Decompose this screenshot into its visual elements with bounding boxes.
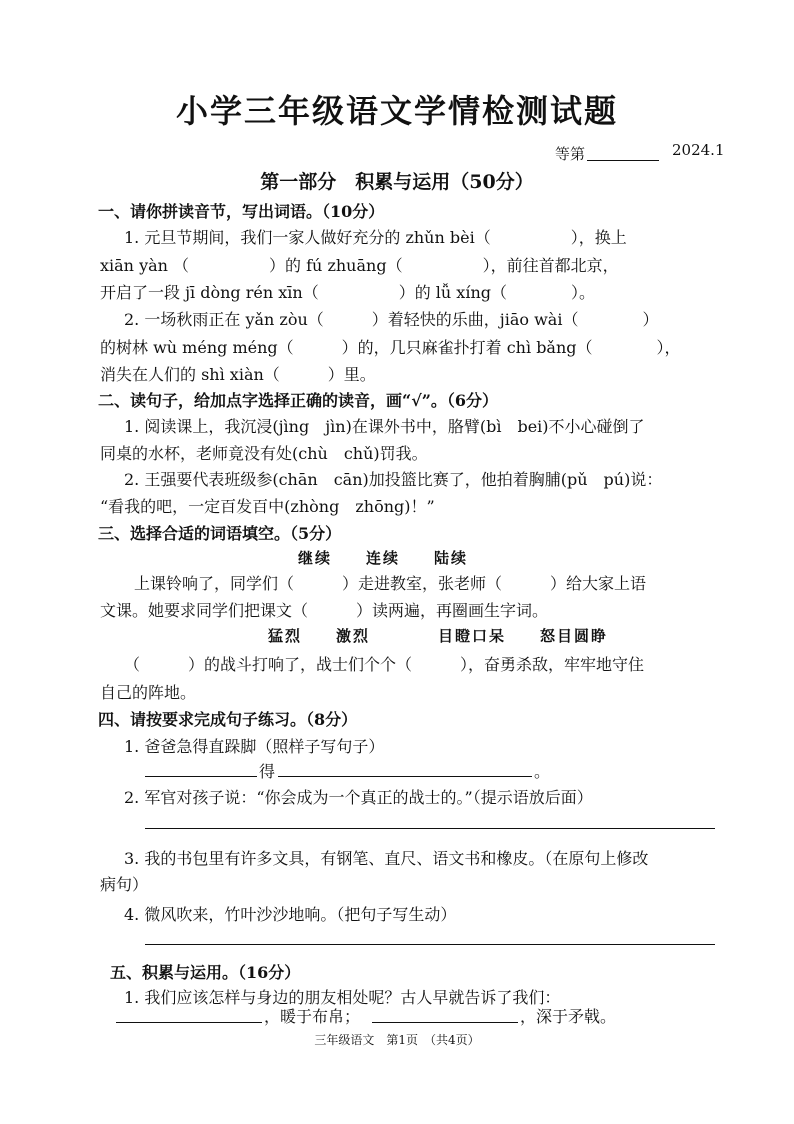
section-3-line: （ ）的战斗打响了，战士们个个（ ），奋勇杀敌，牢牢地守住: [124, 655, 645, 674]
grade-blank[interactable]: [587, 160, 659, 161]
question-4-2: 2. 军官对孩子说：“你会成为一个真正的战士的。”（提示语放后面）: [124, 788, 593, 807]
section-2-line: 1. 阅读课上，我沉浸(jìng jìn)在课外书中，胳臂(bì bei)不小心碰倒了: [124, 417, 645, 436]
grade-label: 等第: [555, 145, 586, 163]
section-1-line: 开启了一段 jī dòng rén xīn（ ）的 lǚ xíng（ ）。: [100, 283, 595, 302]
section-1-line: 的树林 wù méng méng（ ）的，几只麻雀扑打着 chì bǎng（ ），: [100, 338, 681, 357]
answer-line[interactable]: [145, 944, 715, 945]
section-1-line: 消失在人们的 shì xiàn（ ）里。: [100, 365, 376, 384]
answer-blank[interactable]: [372, 1022, 518, 1023]
section-4-heading: 四、请按要求完成句子练习。（8分）: [98, 710, 358, 729]
section-5-heading: 五、积累与运用。（16分）: [110, 963, 301, 982]
question-4-1: 1. 爸爸急得直跺脚（照样子写句子）: [124, 737, 385, 756]
section-2-line: 同桌的水杯，老师竟没有处(chù chǔ)罚我。: [100, 444, 428, 463]
section-2-heading: 二、读句子，给加点字选择正确的读音，画“√”。（6分）: [98, 391, 499, 410]
section-3-line: 自己的阵地。: [100, 683, 197, 702]
section-2-line: 2. 王强要代表班级参(chān cān)加投篮比赛了，他拍着胸脯(pǔ pú)说：: [124, 470, 663, 489]
word-choices-1: 继续 连续 陆续: [298, 549, 469, 567]
answer-end: 。: [534, 762, 551, 781]
section-3-line: 文课。她要求同学们把课文（ ）读两遍，再圈画生字词。: [100, 601, 549, 620]
answer-text: ，深于矛戟。: [520, 1007, 617, 1026]
section-3-line: 上课铃响了，同学们（ ）走进教室，张老师（ ）给大家上语: [134, 574, 647, 593]
question-4-3-cont: 病句）: [100, 875, 149, 894]
answer-line[interactable]: [145, 828, 715, 829]
section-3-heading: 三、选择合适的词语填空。（5分）: [98, 524, 342, 543]
answer-blank[interactable]: [278, 776, 532, 777]
answer-blank[interactable]: [116, 1022, 262, 1023]
section-1-line: 2. 一场秋雨正在 yǎn zòu（ ）着轻快的乐曲，jiāo wài（ ）: [124, 310, 659, 329]
answer-connector: 得: [259, 762, 276, 781]
grade-field: [555, 143, 659, 164]
part-title: 第一部分 积累与运用（50分）: [260, 171, 534, 193]
word-choices-2: 猛烈 激烈 目瞪口呆 怒目圆睁: [268, 627, 609, 645]
question-4-4: 4. 微风吹来，竹叶沙沙地响。（把句子写生动）: [124, 905, 457, 924]
exam-title: 小学三年级语文学情检测试题: [175, 92, 618, 130]
question-4-3: 3. 我的书包里有许多文具，有钢笔、直尺、语文书和橡皮。（在原句上修改: [124, 849, 649, 868]
section-1-heading: 一、请你拼读音节，写出词语。（10分）: [98, 202, 385, 221]
question-5-1: 1. 我们应该怎样与身边的朋友相处呢？古人早就告诉了我们：: [124, 988, 561, 1007]
page-footer: 三年级语文 第1页 （共4页）: [314, 1033, 480, 1047]
section-1-line: xiān yàn （ ）的 fú zhuāng（ ），前往首都北京，: [100, 256, 619, 275]
section-1-line: 1. 元旦节期间，我们一家人做好充分的 zhǔn bèi（ ），换上: [124, 228, 627, 247]
answer-text: ，暖于布帛；: [264, 1007, 361, 1026]
answer-blank[interactable]: [145, 776, 257, 777]
exam-date: 2024.1: [672, 141, 725, 159]
section-2-line: “看我的吧，一定百发百中(zhòng zhōng)！”: [100, 497, 435, 516]
